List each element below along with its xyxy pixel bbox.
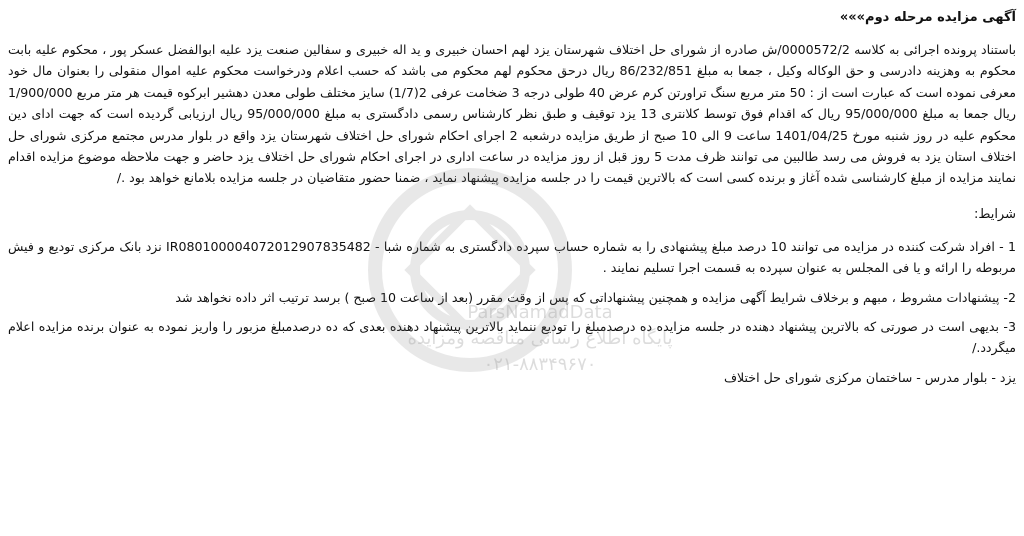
- condition-item-1: 1 - افراد شرکت کننده در مزایده می توانند 10 درصد مبلغ پیشنهادی را به شماره حساب سپرده دادگستری به شماره شبا - IR080100004072012907835482 نزد بانک مرکزی تودیع و فیش مربوطه را ارائه و یا فی المجلس به عنوان سپرده به قسمت اجرا تسلیم نمایند .: [8, 238, 1016, 276]
- conditions-title: شرایط:: [973, 206, 1016, 222]
- notice-footer-address: یزد - بلوار مدرس - ساختمان مرکزی شورای حل اختلاف: [723, 369, 1016, 385]
- notice-body: باستناد پرونده اجرائی به کلاسه 0000572/2/ش صادره از شورای حل اختلاف شهرستان یزد لهم احسان خبیری و ید اله خبیری و سفالین صنعت یزد علیه ابوالفضل عسکر پور ، محکوم علیه بابت محکوم به وهزینه دادرسی و حق الوکاله وکیل ، جمعا به مبلغ 86/232/851 ریال درحق محکوم لهم محکوم می باشد که حسب اعلام ودرخواست محکوم علیه اموال منقولی را بعنوان مال خود معرفی نموده است که عبارت است از : 50 متر مربع سنگ تراورتن کرم عرض 40 طولی درجه 3 ضخامت عرفی 2(1/7) سایز مختلف طولی معدن دهشیر ابرکوه قیمت هر متر مربع 1/900/000 ریال جمعا به مبلغ 95/000/000 ریال که اقدام فوق توسط کلانتری 13 یزد توقیف و طبق نظر کارشناس رسمی دادگستری به مبلغ 95/000/000 ریال ارزیابی گردیده است که جهت ادای دین محکوم علیه در روز شنبه مورخ 1401/04/25 ساعت 9 الی 10 صبح از طریق مزایده درشعبه 2 اجرای احکام شورای حل اختلاف شهرستان یزد واقع در بلوار مدرس مجتمع مرکزی شورای حل اختلاف استان یزد به فروش می رسد طالبین می توانند ظرف مدت 5 روز قبل از روز مزایده در ساعت اداری در اجرای احکام شورای حل اختلاف یزد حاضر و جهت ملاحظه موضوع مزایده اقدام نمایند مزایده از مبلغ کارشناسی شده آغاز و برنده کسی است که بالاترین قیمت را در جلسه مزایده پیشنهاد نماید ، ضمنا حضور متقاضیان در جلسه مزایده بلامانع خواهد بود ./: [8, 42, 1017, 186]
- condition-item-2: 2- پیشنهادات مشروط ، مبهم و برخلاف شرایط آگهی مزایده و همچنین پیشنهاداتی که پس از وقت مقرر (بعد از ساعت 10 صبح ) برسد ترتیب اثر داده نخواهد شد: [175, 289, 1016, 305]
- notice-title: آگهی مزایده مرحله دوم»»»: [839, 10, 1016, 25]
- watermark-line-1: ParsNamadData: [467, 302, 613, 323]
- condition-item-3: 3- بدیهی است در صورتی که بالاترین پیشنهاد دهنده در جلسه مزایده ده درصدمبلغ را تودیع ننماید بالاترین پیشنهاد دهنده بعدی که ده درصدمبلغ مزبور را واریز نموده به عنوان برنده مزایده اعلام میگردد./: [8, 319, 1016, 356]
- watermark-line-2: پایگاه اطلاع رسانی مناقصه ومزایده: [407, 328, 673, 349]
- watermark-line-3: ۰۲۱-۸۸۳۴۹۶۷۰: [483, 354, 597, 375]
